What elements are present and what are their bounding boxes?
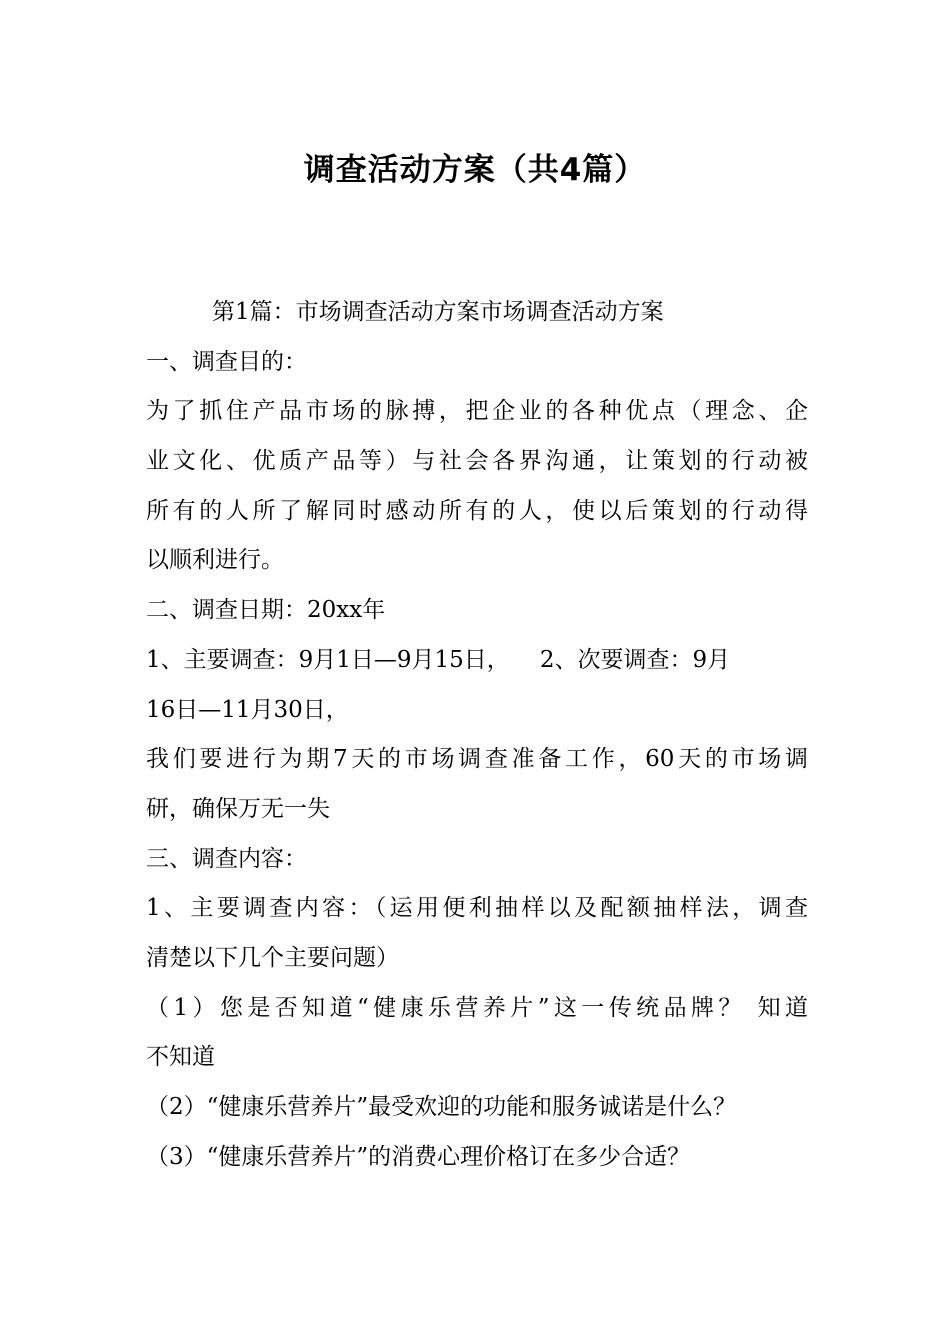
question-2: （2）“健康乐营养片”最受欢迎的功能和服务诚诺是什么？ xyxy=(146,1094,737,1120)
paragraph-line: 清楚以下几个主要问题） xyxy=(146,944,399,971)
paragraph-line: 我们要进行为期7天的市场调查准备工作，60天的市场调 xyxy=(146,746,808,773)
heading-survey-content: 三、调查内容： xyxy=(146,845,307,872)
question-line xyxy=(146,984,808,1034)
paragraph-line: 业文化、优质产品等）与社会各界沟通，让策划的行动被 xyxy=(146,448,808,475)
main-survey-period: 1、主要调查：9月1日—9月15日， xyxy=(146,646,510,673)
schedule-line xyxy=(146,636,808,686)
question-3: （3）“健康乐营养片”的消费心理价格订在多少合适？ xyxy=(146,1143,691,1170)
secondary-survey-period: 2、次要调查：9月 xyxy=(539,646,731,673)
paragraph-line: 研，确保万无一失 xyxy=(146,795,330,822)
paragraph-line: 为了抓住产品市场的脉搏，把企业的各种优点（理念、企 xyxy=(146,398,808,425)
answer-option-dont-know: 不知道 xyxy=(146,1044,215,1071)
document-body xyxy=(146,288,808,1182)
paragraph-line: 1、主要调查内容：（运用便利抽样以及配额抽样法，调查 xyxy=(146,895,808,922)
heading-survey-purpose: 一、调查目的： xyxy=(146,348,307,375)
schedule-line-continued: 16日—11月30日， xyxy=(146,696,349,723)
heading-survey-date: 二、调查日期：20xx年 xyxy=(146,597,386,624)
paragraph-line: 以顺利进行。 xyxy=(146,547,284,574)
paragraph-line: 所有的人所了解同时感动所有的人，使以后策划的行动得 xyxy=(146,497,808,524)
question-1: （1）您是否知道“健康乐营养片”这一传统品牌？ xyxy=(146,994,746,1021)
document-title: 调查活动方案（共4篇） xyxy=(303,152,647,188)
section-heading-part-1: 第1篇：市场调查活动方案市场调查活动方案 xyxy=(212,299,664,325)
answer-option-know: 知道 xyxy=(757,994,808,1021)
